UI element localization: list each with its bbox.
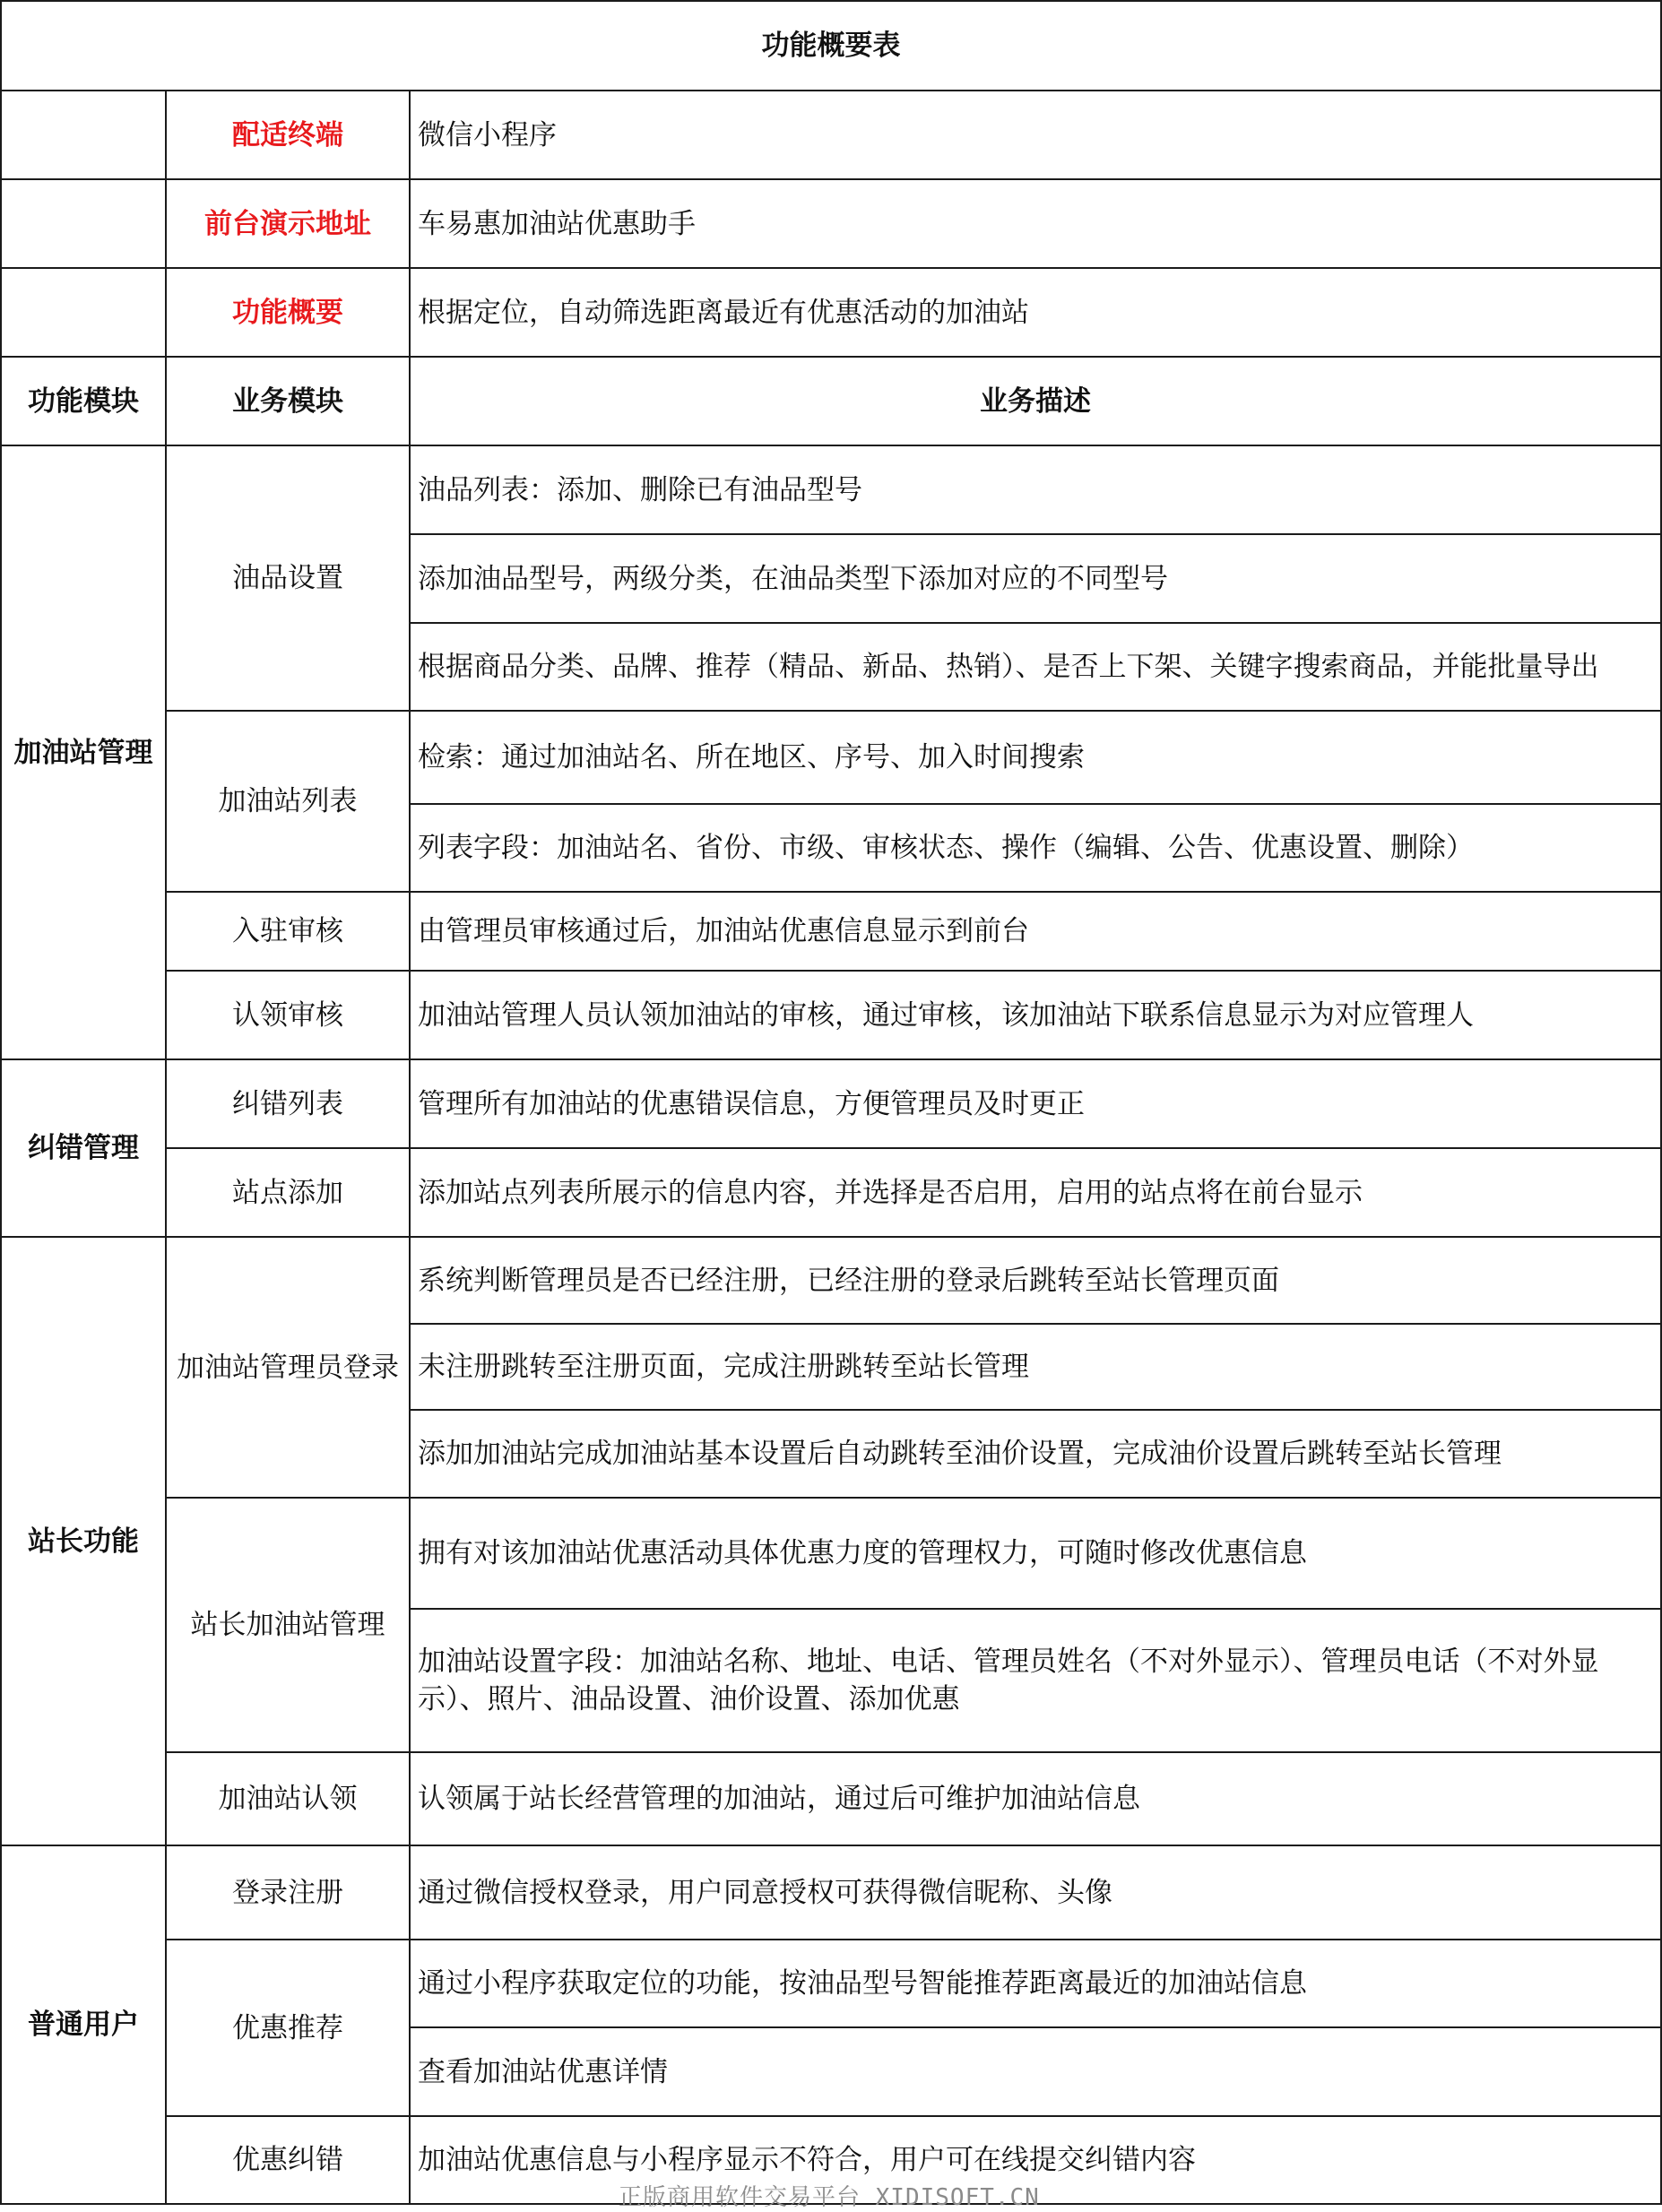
business-name: 加油站认领 bbox=[166, 1752, 410, 1845]
business-description: 管理所有加油站的优惠错误信息，方便管理员及时更正 bbox=[410, 1059, 1661, 1148]
business-description: 通过微信授权登录，用户同意授权可获得微信昵称、头像 bbox=[410, 1845, 1661, 1940]
module-name: 加油站管理 bbox=[1, 445, 166, 1059]
module-name: 普通用户 bbox=[1, 1845, 166, 2204]
business-name: 加油站列表 bbox=[166, 711, 410, 892]
business-name: 加油站管理员登录 bbox=[166, 1237, 410, 1498]
business-description: 拥有对该加油站优惠活动具体优惠力度的管理权力，可随时修改优惠信息 bbox=[410, 1498, 1661, 1609]
business-description: 系统判断管理员是否已经注册，已经注册的登录后跳转至站长管理页面 bbox=[410, 1237, 1661, 1324]
business-name: 纠错列表 bbox=[166, 1059, 410, 1148]
empty-cell bbox=[1, 91, 166, 179]
business-description: 检索：通过加油站名、所在地区、序号、加入时间搜索 bbox=[410, 711, 1661, 804]
info-value-summary: 根据定位，自动筛选距离最近有优惠活动的加油站 bbox=[410, 268, 1661, 357]
empty-cell bbox=[1, 268, 166, 357]
business-name: 站点添加 bbox=[166, 1148, 410, 1237]
business-description: 认领属于站长经营管理的加油站，通过后可维护加油站信息 bbox=[410, 1752, 1661, 1845]
business-description: 根据商品分类、品牌、推荐（精品、新品、热销）、是否上下架、关键字搜索商品，并能批量导出 bbox=[410, 623, 1661, 711]
business-description: 未注册跳转至注册页面，完成注册跳转至站长管理 bbox=[410, 1324, 1661, 1410]
business-name: 认领审核 bbox=[166, 971, 410, 1059]
business-description: 通过小程序获取定位的功能，按油品型号智能推荐距离最近的加油站信息 bbox=[410, 1940, 1661, 2027]
column-header-business: 业务模块 bbox=[166, 357, 410, 445]
info-key-summary: 功能概要 bbox=[166, 268, 410, 357]
info-value-demo: 车易惠加油站优惠助手 bbox=[410, 179, 1661, 268]
business-description: 添加站点列表所展示的信息内容，并选择是否启用，启用的站点将在前台显示 bbox=[410, 1148, 1661, 1237]
module-name: 纠错管理 bbox=[1, 1059, 166, 1237]
business-description: 查看加油站优惠详情 bbox=[410, 2027, 1661, 2116]
table-title: 功能概要表 bbox=[1, 1, 1661, 91]
business-name: 优惠推荐 bbox=[166, 1940, 410, 2116]
column-header-description: 业务描述 bbox=[410, 357, 1661, 445]
business-description: 添加加油站完成加油站基本设置后自动跳转至油价设置，完成油价设置后跳转至站长管理 bbox=[410, 1410, 1661, 1498]
business-description: 加油站管理人员认领加油站的审核，通过审核，该加油站下联系信息显示为对应管理人 bbox=[410, 971, 1661, 1059]
business-description: 加油站设置字段：加油站名称、地址、电话、管理员姓名（不对外显示）、管理员电话（不对外显示）、照片、油品设置、油价设置、添加优惠 bbox=[410, 1609, 1661, 1752]
business-description: 列表字段：加油站名、省份、市级、审核状态、操作（编辑、公告、优惠设置、删除） bbox=[410, 804, 1661, 892]
watermark: 正版商用软件交易平台 XIDISOFT.CN bbox=[619, 2184, 1040, 2211]
business-description: 由管理员审核通过后，加油站优惠信息显示到前台 bbox=[410, 892, 1661, 971]
business-description: 油品列表：添加、删除已有油品型号 bbox=[410, 445, 1661, 534]
info-key-terminal: 配适终端 bbox=[166, 91, 410, 179]
info-value-terminal: 微信小程序 bbox=[410, 91, 1661, 179]
business-name: 油品设置 bbox=[166, 445, 410, 711]
info-key-demo: 前台演示地址 bbox=[166, 179, 410, 268]
business-description: 加油站优惠信息与小程序显示不符合，用户可在线提交纠错内容 bbox=[410, 2116, 1661, 2204]
column-header-module: 功能模块 bbox=[1, 357, 166, 445]
empty-cell bbox=[1, 179, 166, 268]
business-description: 添加油品型号，两级分类，在油品类型下添加对应的不同型号 bbox=[410, 534, 1661, 623]
business-name: 站长加油站管理 bbox=[166, 1498, 410, 1752]
business-name: 入驻审核 bbox=[166, 892, 410, 971]
business-name: 登录注册 bbox=[166, 1845, 410, 1940]
module-name: 站长功能 bbox=[1, 1237, 166, 1845]
business-name: 优惠纠错 bbox=[166, 2116, 410, 2204]
